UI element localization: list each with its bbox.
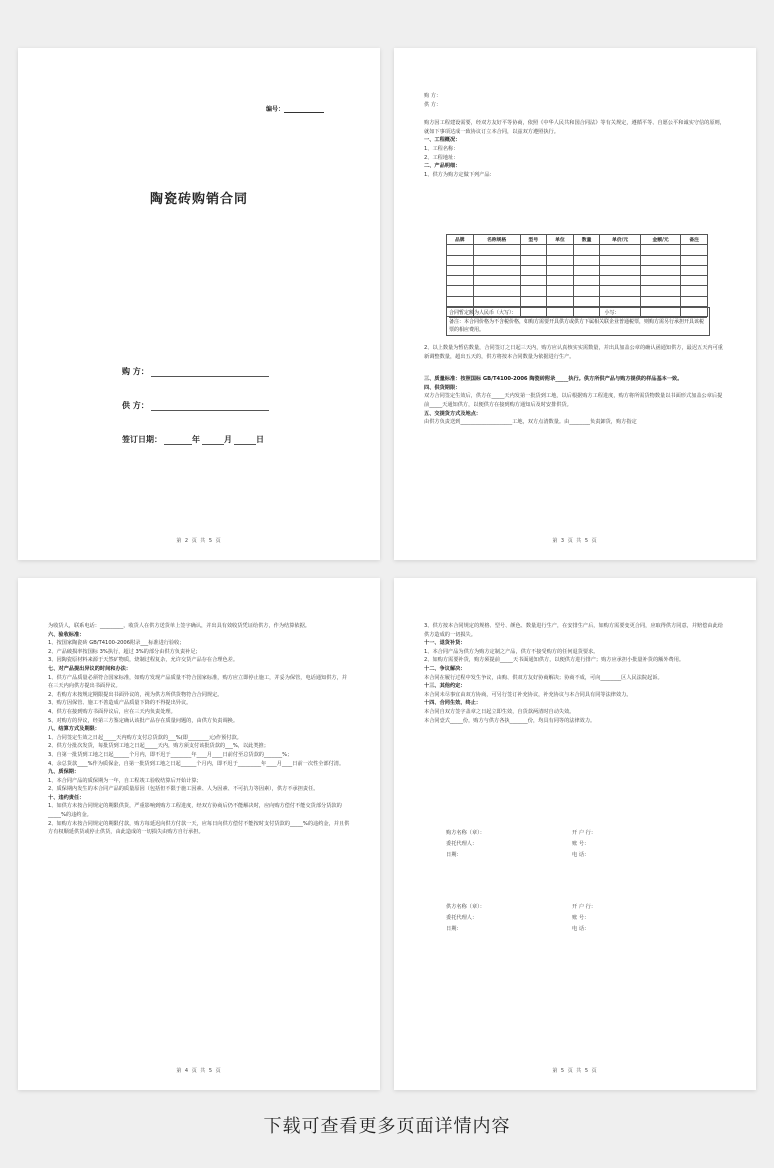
page-5 <box>394 578 756 1090</box>
month-line <box>202 444 224 445</box>
contract-title: 陶瓷砖购销合同 <box>149 192 248 207</box>
buyer-agent: 委托代理人： <box>446 841 478 847</box>
section-heading: 八、结算方式及期限： <box>48 726 100 733</box>
inspection-item: 3、因陶瓷原材料来源于天然矿物质，烧制过程复杂，允许交货产品存在合理色差。 <box>48 657 239 664</box>
table-row <box>447 245 708 255</box>
buyer-line: 购 方： <box>424 93 442 99</box>
buyer-date: 日期： <box>446 852 462 858</box>
settlement-item: 2、供方分批次发货，每批货到工地之日起_____天内，购方须支付该批货款的___%，以此类推； <box>48 743 269 750</box>
dispute-text: 本合同在履行过程中发生争议，由购、供双方友好协商解决；协商不成，可向________区人民法院起诉。 <box>424 674 663 681</box>
section-heading: 四、供货期限： <box>424 384 461 391</box>
receiver-paragraph: 为收货人，联系电话：_________，收货人在供方送货单上签字确认，并出具有效收货凭证给供方，作为结算依据。 <box>48 623 310 629</box>
settlement-item: 1、合同签定生效之日起_____天内购方支付总货款的___%(即________元)作预付款。 <box>48 734 242 741</box>
day-line <box>234 444 256 445</box>
buyer-label: 购 方： <box>122 367 149 376</box>
section-heading: 九、质保期： <box>48 769 80 776</box>
day-label: 日 <box>256 435 264 444</box>
col-header: 品牌 <box>447 235 474 245</box>
col-header: 单位 <box>547 235 574 245</box>
buyer-signature-block <box>446 828 485 861</box>
total-amount <box>449 309 707 317</box>
objection-item: 2、若购方未按规定期限提出书面异议的，视为供方所供货物符合合同规定。 <box>48 691 223 698</box>
contract-number <box>266 104 324 113</box>
page-footer: 第 3 页 共 5 页 <box>552 538 598 544</box>
contract-number-label: 编号： <box>265 106 284 113</box>
project-name: 1、工程名称： <box>424 145 459 152</box>
total-amount-label: 合同暂定额为人民币（大写）： <box>449 310 517 316</box>
inspection-item: 1、按国家陶瓷砖 GB/T4100-2006附录___标准进行验收； <box>48 640 185 647</box>
section-heading: 十四、合同生效、终止： <box>424 700 482 707</box>
seller-agent: 委托代理人： <box>446 915 478 921</box>
seller-name: 供方名称（章）： <box>446 904 485 910</box>
project-address: 2、工程地址： <box>424 154 459 161</box>
buyer-bank-block <box>572 828 596 861</box>
col-header: 备注 <box>681 235 708 245</box>
objection-item: 5、对购方的异议，经第三方鉴定确认该批产品存在质量问题的，由供方负责调换。 <box>48 717 239 724</box>
seller-label: 供 方： <box>122 401 149 410</box>
table-row <box>447 296 708 306</box>
page-cover <box>18 48 380 560</box>
col-header: 单价/元 <box>600 235 640 245</box>
product-table <box>446 234 708 317</box>
effect-item: 本合同自双方签字盖章之日起立即生效，自货款两清时自动失效。 <box>424 708 575 715</box>
quality-standard: 三、质量标准：按照国标 GB/T4100-2006 陶瓷砖附录_____执行。供方所供产品与购方提供的样品基本一致。 <box>424 376 683 383</box>
page-footer: 第 5 页 共 5 页 <box>552 1068 598 1074</box>
year-line <box>164 444 192 445</box>
page-3 <box>394 48 756 560</box>
page5-text <box>424 622 726 725</box>
section-heading: 五、交提货方式及地点： <box>424 410 482 417</box>
warranty-item: 1、本合同产品的质保期为一年，自工程竣工验收结算后开始计算； <box>48 777 202 784</box>
seller-field <box>122 400 269 411</box>
settlement-item: 3、自第一批货到工地之日起______个月内，即不迟于________年____月____日前付至总货款的_______%； <box>48 751 293 758</box>
section-heading: 十三、其他约定： <box>424 683 466 690</box>
section-heading: 十一、退货补货： <box>424 640 466 647</box>
page-footer: 第 2 页 共 5 页 <box>176 538 222 544</box>
section-heading: 二、产品明细： <box>424 163 461 170</box>
seller-bank-block <box>572 902 596 935</box>
seller-phone: 电 话： <box>572 926 590 932</box>
section-heading: 一、工程概况： <box>424 137 461 144</box>
section-heading: 十、违约责任： <box>48 794 85 801</box>
return-item: 2、如购方需要补货，购方须提前_____天书面通知供方，以便供方进行排产；购方应承担小批量补货的额外费用。 <box>424 657 685 664</box>
total-amount-small: 小写： <box>604 310 620 316</box>
page-4 <box>18 578 380 1090</box>
section-heading: 七、对产品提出异议的时间和办法： <box>48 665 132 672</box>
supply-period: 双方合同签定生效后，供方在_____天内发第一批货到工地，以后根据购方工程进度，购方将所需货物数量以书面形式加盖公章后提前_____天通知供方，以便供方在接到购方通知后及时安排供货。 <box>424 393 723 408</box>
liability-item: 2、如购方未按合同规定的期限付款，购方每延迟向供方付款一天，应每日向供方偿付不能按时支付货款的_____%的违约金，并且供方有权顺延供货或停止供货，由此造成的一切损失由购方自行承担。 <box>48 820 350 836</box>
page3-text-cont <box>424 344 726 427</box>
table-row <box>447 255 708 265</box>
buyer-phone: 电 话： <box>572 852 590 858</box>
other-text: 本合同未尽事宜由双方协商，可另行签订补充协议，补充协议与本合同具有同等法律效力。 <box>424 691 632 698</box>
table-row <box>447 265 708 275</box>
seller-bank: 开 户 行： <box>572 904 597 910</box>
intro-paragraph: 购方因工程建设需要，经双方友好平等协商，依照《中华人民共和国合同法》等有关规定，遵循平等、自愿公平和诚实守信的原则，就如下事项达成一致协议订立本合同，以兹双方遵照执行。 <box>424 120 725 135</box>
seller-line: 供 方： <box>424 101 442 108</box>
buyer-account: 账 号： <box>572 841 590 847</box>
page-footer: 第 4 页 共 5 页 <box>176 1068 222 1074</box>
buyer-field <box>122 366 269 377</box>
section-heading: 六、验收标准： <box>48 631 85 638</box>
objection-item: 4、供方在接到购方书面异议后，应在三天内负责处理。 <box>48 708 176 715</box>
quantity-note: 2、以上数量为暂估数量，合同签订之日起三天内，购方应认真核实实需数量，并出具加盖公章的确认函通知供方，最迟五天内可重新调整数量，超出五天的，供方将按本合同数量为依据进行生产。 <box>424 345 723 360</box>
col-header: 名称规格 <box>473 235 520 245</box>
objection-item: 3、购方因保管、施工不善造成产品质量下降的不得提出异议。 <box>48 700 192 707</box>
table-row <box>447 286 708 296</box>
table-row <box>447 276 708 286</box>
page4-text <box>48 622 350 837</box>
objection-item: 1、供方产品质量必须符合国家标准，如购方发现产品质量不符合国家标准，购方应立即停止施工，并妥为保管，电话通知供方，并在三天内向供方提出书面异议。 <box>48 674 347 690</box>
product-intro: 1、供方为购方定做下列产品： <box>424 171 495 178</box>
warranty-item: 2、质保期内发生的本合同产品的质量原因（包括但不限于施工因素、人为因素、不可抗力等因素），供方不承担责任。 <box>48 786 319 793</box>
page3-text <box>424 92 726 179</box>
table-header-row <box>447 235 708 245</box>
seller-signature-block <box>446 902 485 935</box>
table-summary <box>446 307 710 336</box>
month-label: 月 <box>224 435 232 444</box>
col-header: 金额/元 <box>640 235 680 245</box>
seller-account: 账 号： <box>572 915 590 921</box>
inspection-item: 2、产品破损率按国标 3%执行，超过 3%的部分由供方负责补足； <box>48 648 201 655</box>
seller-line <box>151 410 269 411</box>
seller-date: 日期： <box>446 926 462 932</box>
effect-item: 本合同壹式_____份，购方与供方各执_______份，均具有同等的法律效力。 <box>424 717 596 724</box>
delivery-method: 由供方负责送到____________________工地，双方点清数量。由________负责卸货，购方指定 <box>424 419 637 426</box>
sign-date-field <box>122 434 264 445</box>
col-header: 型号 <box>520 235 547 245</box>
year-label: 年 <box>192 435 200 444</box>
sign-date-label: 签订日期： <box>122 435 162 444</box>
contract-number-line <box>284 112 324 113</box>
buyer-line <box>151 376 269 377</box>
download-caption[interactable]: 下载可查看更多页面详情内容 <box>263 1116 511 1137</box>
liability-item: 1、如供方未按合同规定的期限供货，严重影响到购方工程进度，经双方协商后仍不能解决时，应向购方偿付不能交货部分货款的_____%的违约金。 <box>48 803 342 819</box>
col-header: 数量 <box>573 235 600 245</box>
settlement-item: 4、余总货款____%作为质保金，自第一批货到工地之日起______个月内，即不迟于_________年____月____日前一次性全部付清。 <box>48 760 345 767</box>
buyer-name: 购方名称（章）： <box>446 830 485 836</box>
section-heading: 十二、争议解决： <box>424 665 466 672</box>
return-item: 1、本合同产品为供方为购方定制之产品，供方不接受购方的任何退货要求。 <box>424 648 599 655</box>
production-paragraph: 3、供方按本合同规定的规格、型号、颜色、数量进行生产，在安排生产后，如购方需要变更合同，应取得供方同意，并赔偿由此给供方造成的一切损失。 <box>424 623 723 638</box>
buyer-bank: 开 户 行： <box>572 830 597 836</box>
remark: 备注：本合同价格为不含税价格，如购方需要开具供方或供方下属相关联企业普通税票，则购方需另行承担开具该税票的相应费用。 <box>449 317 707 334</box>
